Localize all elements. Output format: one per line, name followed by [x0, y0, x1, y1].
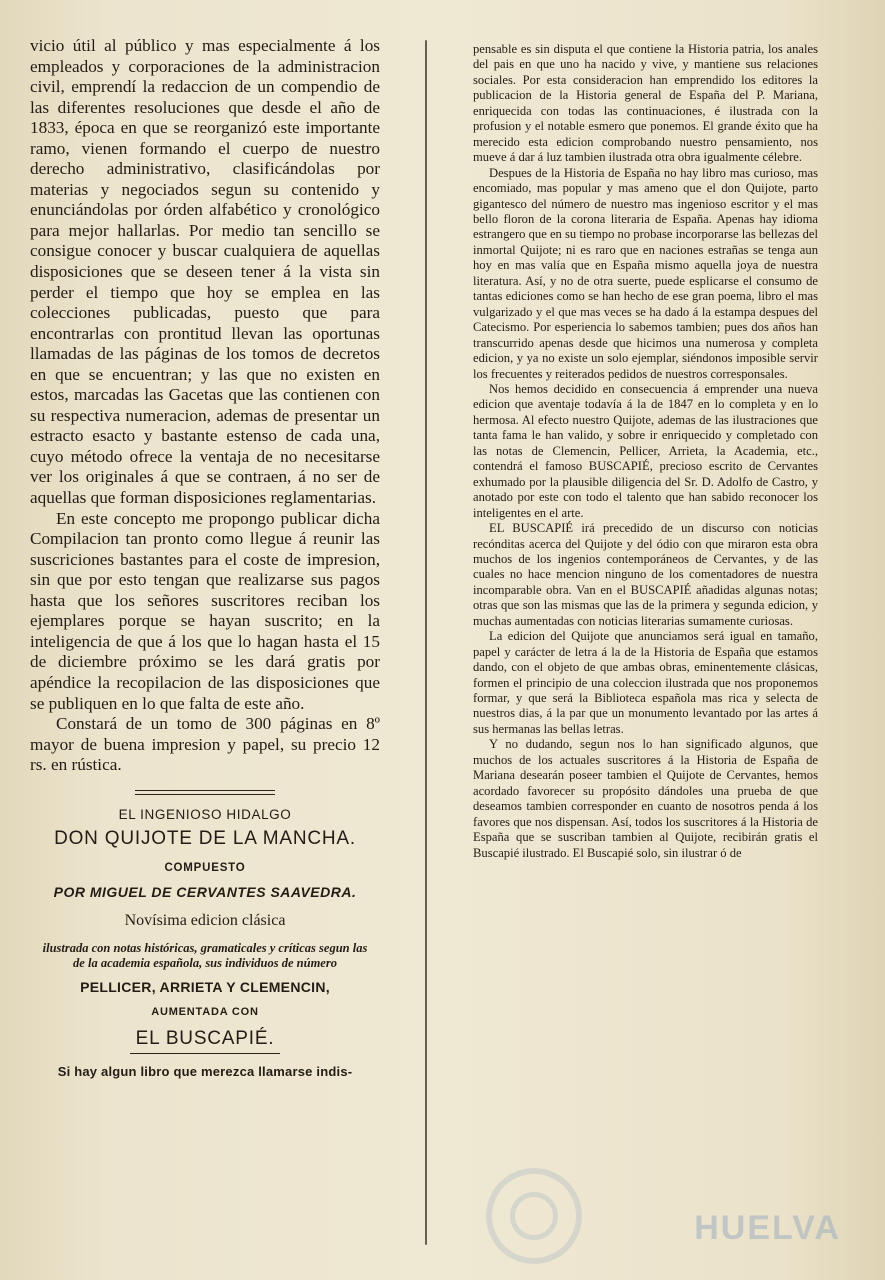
announcement-title-line-2: DON QUIJOTE DE LA MANCHA. — [54, 828, 356, 850]
watermark-seal-icon — [486, 1168, 582, 1264]
announcement-author: POR MIGUEL DE CERVANTES SAAVEDRA. — [53, 884, 357, 901]
right-column — [473, 42, 818, 861]
announcement-annotators: PELLICER, ARRIETA Y CLEMENCIN, — [80, 979, 330, 996]
buscapie-underline — [130, 1053, 280, 1054]
right-paragraph-6: Y no dudando, segun nos lo han significado algunos, que muchos de los actuales suscritores á la Historia de España de Mariana desearán poseer tambien el Quijote de Cervantes, hemos acordado favorecer su propósito dándoles una prueba de que deseamos tambien corresponder en cuanto de nosotros penda á los favores que nos dispensan. Así, todos los suscritores á la Historia de España que se suscriban tambien al Quijote, recibirán gratis el Buscapié ilustrado. El Buscapié solo, sin ilustrar ó de — [473, 737, 818, 860]
right-paragraph-4: EL BUSCAPIÉ irá precedido de un discurso con noticias recónditas acerca del Quijote y del ódio con que miraron esta obra muchos de los ingenios contemporáneos de Cervantes, y de las cuales no hace mencion ninguno de los comentadores de nuestra incomparable obra. Van en el BUSCAPIÉ añadidas algunas notas; otras que son las mismas que las de la primera y segunda edicion, y muchas aumentadas con noticias literarias sumamente curiosas. — [473, 521, 818, 628]
announcement-augmented: AUMENTADA CON — [151, 1005, 259, 1018]
right-paragraph-2: Despues de la Historia de España no hay libro mas curioso, mas encomiado, mas popular y mas ameno que el don Quijote, parto gigantesco del número de nuestro mas ingenioso escritor y el mas bello floron de la corona literaria de España. Apenas hay idioma estrangero que en su tiempo no probase incorporarse las bellezas del inmortal Quijote; ni es raro que en naciones estrañas se tenga aun hoy en mas valía que en España mismo aquella joya de nuestra literatura. Así, y no de otra suerte, puede esplicarse el consumo de tantas ediciones como se han hecho de ese gran poema, libro el mas vulgarizado y el que mas veces se ha dado á la estampa despues del Catecismo. Por esperiencia lo sabemos tambien; pues dos años han transcurrido apenas desde que hicimos una numerosa y completa edicion, y ya no existe un solo ejemplar, siéndonos imposible servir los frecuentes y reiterados pedidos de nuestros corresponsales. — [473, 165, 818, 381]
section-divider — [135, 790, 275, 795]
left-paragraph-1: vicio útil al público y mas especialmente á los empleados y corporaciones de la administracion civil, emprendí la redaccion de un compendio de las diferentes resoluciones que desde el año de 1833, época en que se reorganizó este importante ramo, vienen formando el cuerpo de nuestro derecho administrativo, clasificándolas por materias y negociados segun su contenido y enunciándolas por órden alfabético y cronológico para mejor hallarlas. Por medio tan sencillo se consigue conocer y buscar cualquiera de aquellas disposiciones que se deseen tener á la vista sin perder el tiempo que hoy se emplea en las colecciones publicadas, puesto que para encontrarlas con prontitud llevan las oportunas llamadas de las páginas de los tomos de decretos en que se encuentran; y las que no existen en estos, marcadas las Gacetas que las contienen con su respectiva numeracion, ademas de presentar un estracto esacto y bastante estenso de cada una, cuyo método ofrece la ventaja de no necesitarse ver los originales á que se contraen, á no ser de aquellas que forman disposiciones reglamentarias. — [30, 36, 380, 508]
right-paragraph-5: La edicion del Quijote que anunciamos será igual en tamaño, papel y carácter de letra á la de la Historia de España que estamos dando, con el objeto de que ambas obras, eminentemente clásicas, formen el principio de una coleccion ilustrada que nos proponemos formar, y que será la Biblioteca española mas rica y selecta de nuestros dias, á la par que un monumento levantado por las artes á sus hermanas las bellas letras. — [473, 629, 818, 736]
right-paragraph-3: Nos hemos decidido en consecuencia á emprender una nueva edicion que aventaje todavía á la de 1847 en lo completa y en lo hermosa. Al efecto nuestro Quijote, ademas de las ilustraciones que tanta fama le han valido, y sobre ir enriquecido y completado con las notas de Clemencin, Pellicer, Arrieta, la Academia, etc., contendrá el famoso BUSCAPIÉ, precioso escrito de Cervantes exhumado por la plausible diligencia del Sr. D. Adolfo de Castro, y anotado por este con todo el talento que han sabido reconocer los inteligentes en el arte. — [473, 381, 818, 520]
column-divider — [425, 40, 427, 1245]
announcement-title-line-1: EL INGENIOSO HIDALGO — [118, 806, 292, 822]
left-paragraph-3: Constará de un tomo de 300 páginas en 8º mayor de buena impresion y papel, su precio 12 rs. en rústica. — [30, 714, 380, 775]
announcement-opening-line: Si hay algun libro que merezca llamarse indis- — [57, 1064, 353, 1080]
announcement-illustrated: ilustrada con notas históricas, gramaticales y críticas segun las de la academia española, sus individuos de número — [42, 941, 368, 971]
left-paragraph-2: En este concepto me propongo publicar dicha Compilacion tan pronto como llegue á reunir las suscriciones bastantes para el coste de impresion, sin que por esto tengan que realizarse sus pagos hasta que los señores suscritores reciban los ejemplares porque se hayan suscrito; en la inteligencia de que á los que lo hagan hasta el 15 de diciembre próximo se les dará gratis por apéndice la recopilacion de las disposiciones que se publiquen en lo que falta de este año. — [30, 508, 380, 713]
announcement-edition: Novísima edicion clásica — [124, 911, 286, 929]
announcement-buscapie: EL BUSCAPIÉ. — [135, 1027, 275, 1049]
announcement-compuesto: COMPUESTO — [164, 861, 246, 874]
right-paragraph-1: pensable es sin disputa el que contiene la Historia patria, los anales del pais en que uno ha nacido y vive, y mantiene sus relaciones sociales. Por esta consideracion han emprendido los editores la publicacion de la Historia general de España del P. Mariana, enriquecida con todas las continuaciones, é ilustrada con la profusion y el notable esmero que ponemos. El grande éxito que ha merecido esta edicion comprobando nuestro pensamiento, nos mueve á dar á luz tambien ilustrada otra obra igualmente célebre. — [473, 42, 818, 165]
left-column — [30, 36, 380, 1083]
watermark-text: HUELVA — [694, 1209, 841, 1247]
